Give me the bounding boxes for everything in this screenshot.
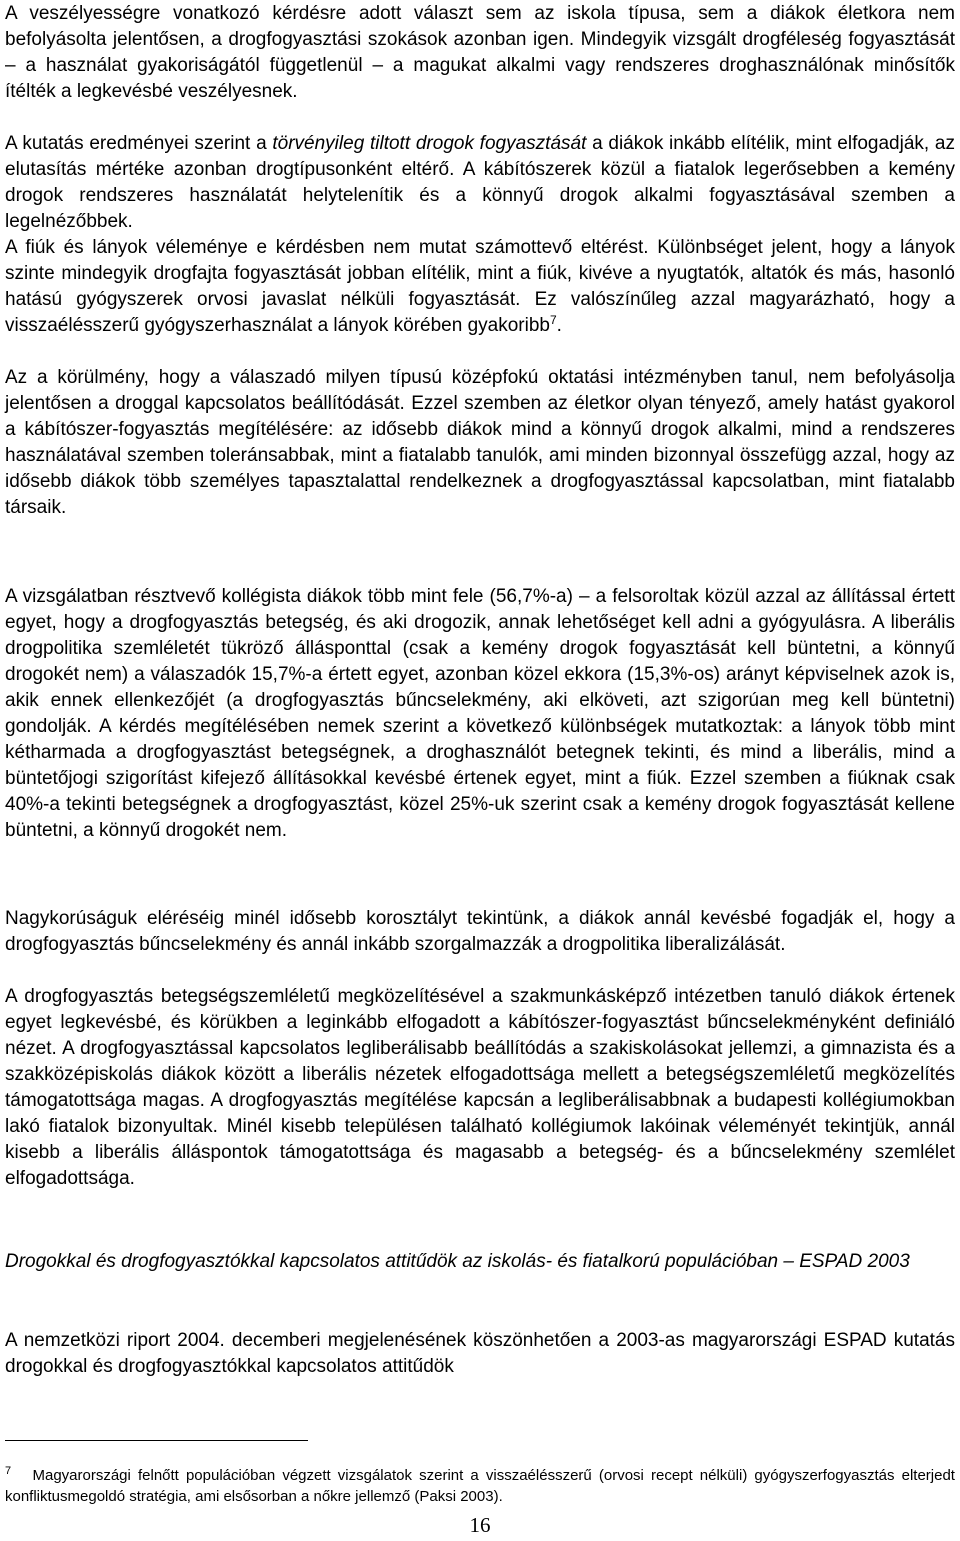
paragraph-illegal-drugs <box>5 131 955 235</box>
paragraph-text: a diákok inkább elítélik, mint elfogadják, az elutasítás mértéke azonban drogtípusonként eltérő. A kábítószerek közül a fiatalok legerősebben a kemény drogok rendszeres használatát helytelenítik és a könnyű drogok alkalmi fogyasztásával szemben a legelnézőbbek. <box>5 133 955 232</box>
page-number: 16 <box>469 1513 491 1537</box>
paragraph-text: . <box>556 315 562 336</box>
footnote-reference[interactable]: 7 <box>549 313 557 327</box>
footnote-marker: 7 <box>5 1465 12 1477</box>
paragraph-text: A fiúk és lányok véleménye e kérdésben nem mutat számottevő eltérést. Különbséget jelent, hogy a lányok szinte mindegyik drogfajta fogyasztását jobban elítélik, mint a fiúk, kivéve a nyugtatók, altatók és más, hasonló hatású gyógyszerek orvosi javaslat nélküli fogyasztását. Ez valószínűleg azzal magyarázható, hogy a visszaélésszerű gyógyszerhasználat a lányok körében gyakoribb <box>5 237 955 336</box>
footnote <box>5 1465 955 1507</box>
paragraph-school-type-age: Az a körülmény, hogy a válaszadó milyen típusú középfokú oktatási intézményben tanul, nem befolyásolja jelentősen a droggal kapcsolatos beállítódását. Ezzel szemben az életkor olyan tényező, amely hatást gyakorol a kábítószer-fogyasztás megítélésére: az idősebb diákok mind a könnyű drogok alkalmi, mind a rendszeres használatával szemben toleránsabbak, mint a fiatalabb tanulók, ami minden bizonnyal összefügg azzal, hogy az idősebb diákok több személyes tapasztalattal rendelkeznek a drogfogyasztással kapcsolatban, mint fiatalabb társaik. <box>5 367 955 518</box>
footnote-text: Magyarországi felnőtt populációban végzett vizsgálatok szerint a visszaélésszerű (orvosi recept nélküli) gyógyszerfogyasztás elterjedt konfliktusmegoldó stratégia, ami elsősorban a nőkre jellemző (Paksi 2003). <box>5 1467 955 1505</box>
emphasized-phrase: törvényileg tiltott drogok fogyasztását <box>272 133 587 154</box>
footnote-separator <box>5 1440 308 1441</box>
paragraph-dormitory-students: A vizsgálatban résztvevő kollégista diákok több mint fele (56,7%-a) – a felsoroltak közül azzal az állítással értett egyet, hogy a drogfogyasztás betegség, és aki drogozik, annak lehetőséget kell adni a gyógyulásra. A liberális drogpolitika szemléletét tükröző állásponttal (csak a kemény drogok fogyasztását kell büntetni, a könnyű drogokét nem) a válaszadók 15,7%-a értett egyet, azonban közel ekkora (15,3%-os) arányt képviselnek azok is, akik ennek ellenkezőjét (a drogfogyasztás bűncselekmény, aki elköveti, azt szigorúan meg kell büntetni) gondolják. A kérdés megítélésében nemek szerint a következő különbségek mutatkoztak: a lányok több mint kétharmada a drogfogyasztást betegségnek, a droghasználót betegnek tekinti, és mind a liberális, mind a büntetőjogi szigorítást kifejező állításokkal kevésbé értenek egyet, mint a fiúk. Ezzel szemben a fiúknak csak 40%-a tekinti betegségnek a drogfogyasztást, közel 25%-uk szerint csak a kemény drogok fogyasztását kellene büntetni, a könnyű drogokét nem. <box>5 586 955 841</box>
section-heading: Drogokkal és drogfogyasztókkal kapcsolatos attitűdök az iskolás- és fiatalkorú populációban – ESPAD 2003 <box>5 1251 910 1272</box>
paragraph-gender-differences <box>5 235 955 339</box>
paragraph-school-types-attitudes: A drogfogyasztás betegségszemléletű megközelítésével a szakmunkásképző intézetben tanuló diákok értenek egyet legkevésbé, és körükben a leginkább elfogadott a kábítószer-fogyasztást bűncselekményként definiáló nézet. A drogfogyasztással kapcsolatos legliberálisabb beállítódás a szakiskolásokat jellemzi, a gimnazista és a szakközépiskolás diákok között a liberális nézetek elfogadottsága mellett a betegségszemléletű megközelítés támogatottsága magas. A drogfogyasztás megítélése kapcsán a legliberálisabbnak a budapesti kollégiumokban lakó fiatalok bizonyultak. Minél kisebb településen található kollégiumok lakóinak véleményét tekintjük, annál kisebb a liberális álláspontok támogatottsága és magasabb a betegség- és a bűncselekmény szemlélet elfogadottsága. <box>5 986 955 1189</box>
paragraph-espad-report: A nemzetközi riport 2004. decemberi megjelenésének köszönhetően a 2003-as magyarországi ESPAD kutatás drogokkal és drogfogyasztókkal kapcsolatos attitűdök <box>5 1330 955 1377</box>
paragraph-text: A kutatás eredményei szerint a <box>5 133 273 154</box>
paragraph-danger-perception: A veszélyességre vonatkozó kérdésre adott választ sem az iskola típusa, sem a diákok életkora nem befolyásolta jelentősen, a drogfogyasztási szokások azonban igen. Mindegyik vizsgált drogféleség fogyasztását – a használat gyakoriságától függetlenül – a magukat alkalmi vagy rendszeres droghasználónak minősítők ítélték a legkevésbé veszélyesnek. <box>5 3 955 102</box>
paragraph-age-liberalization: Nagykorúságuk eléréséig minél idősebb korosztályt tekintünk, a diákok annál kevésbé fogadják el, hogy a drogfogyasztás bűncselekmény és annál inkább szorgalmazzák a drogpolitika liberalizálását. <box>5 908 955 955</box>
